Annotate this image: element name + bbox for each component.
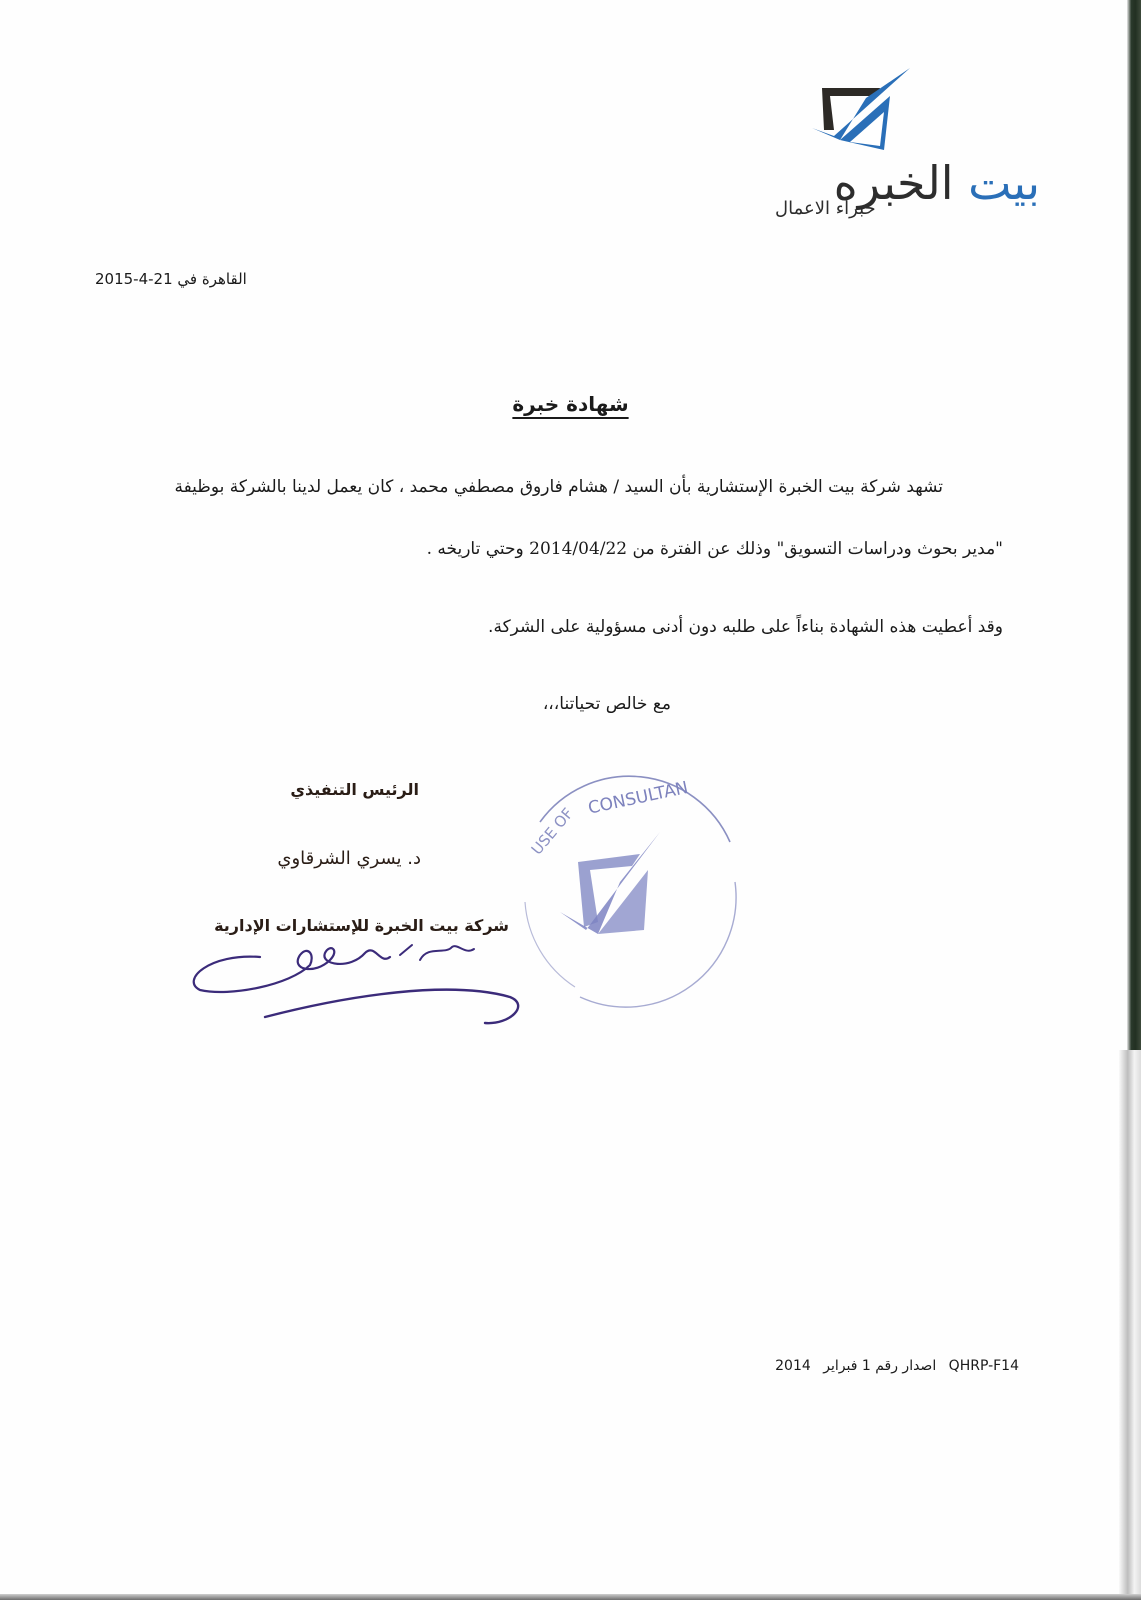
signatory-name: د. يسري الشرقاوي [277, 848, 421, 869]
logotype-part-2: الخبره [833, 156, 954, 210]
footer-issue-year: 2014 [775, 1358, 811, 1374]
paper-edge-right-lower [1119, 1050, 1141, 1600]
company-tagline: خبراء الاعمال [775, 198, 876, 219]
body-line-1: تشهد شركة بيت الخبرة الإستشارية بأن السيد / هشام فاروق مصطفي محمد ، كان يعمل لدينا بالشركة بوظيفة [174, 477, 943, 497]
date-line [95, 270, 247, 288]
date-value: 2015-4-21 [95, 270, 173, 288]
body-line-2: "مدير بحوث ودراسات التسويق" وذلك عن الفترة من 2014/04/22 وحتي تاريخه . [426, 539, 1003, 559]
handwritten-signature [190, 935, 530, 1035]
logotype-part-1: بيت [968, 156, 1040, 210]
company-logo [680, 68, 1040, 228]
body-line-3: وقد أعطيت هذه الشهادة بناءاً على طلبه دون أدنى مسؤولية على الشركة. [488, 617, 1003, 637]
date-place: القاهرة في [177, 270, 247, 288]
signatory-title: الرئيس التنفيذي [290, 780, 419, 799]
document-footer [767, 1358, 1019, 1374]
svg-text:CONSULTAN: CONSULTAN [586, 777, 691, 819]
checkmark-logo-icon [810, 68, 920, 154]
svg-text:USE OF: USE OF [527, 804, 577, 859]
footer-doc-code: QHRP-F14 [948, 1358, 1019, 1374]
company-stamp [520, 762, 750, 1012]
footer-issue-label: اصدار رقم 1 فبراير [823, 1358, 937, 1374]
signatory-company: شركة بيت الخبرة للإستشارات الإدارية [214, 916, 509, 935]
certificate-title: شهادة خبرة [512, 392, 629, 416]
paper-edge-bottom [0, 1594, 1141, 1600]
closing-line: مع خالص تحياتنا،،، [542, 694, 671, 714]
